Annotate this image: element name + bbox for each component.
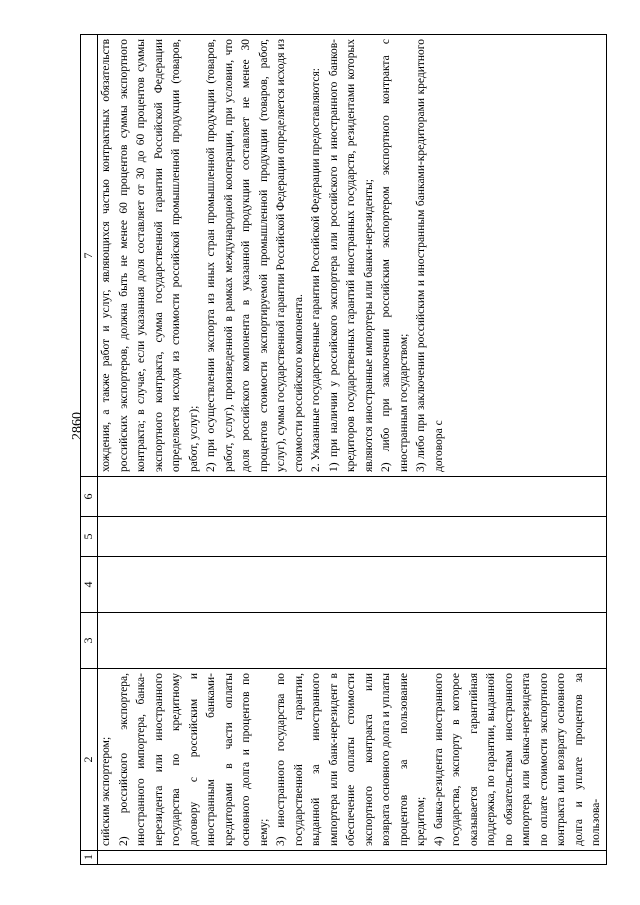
column-header-6: 6 [81, 477, 98, 517]
col2-paragraph-4: 4) банка-резидента иностранного государства, экспорту в которое оказывается гарантийная поддержка, по гарантии, выданной по обязательствам иностранного импортера или банка-нерезидента по оплате стоимости экспортного контракта или возврату основного долга и уплате процентов за пользова- [432, 673, 602, 846]
col7-paragraph-2: 2) при осуществлении экспорта из иных стран промышленной продукции (товаров, работ, услуг), произведенной в рамках международной кооперации, при условии, что доля российского компонента в указанной продукции составляет не менее 30 процентов стоимости экспортируемой промышленной продукции (товаров, работ, услуг), сумма государственной гарантии Российской Федерации определяется исходя из стоимости российского компонента. [205, 39, 305, 472]
col7-paragraph-1: хождения, а также работ и услуг, являющихся частью контрактных обязательств российских экспортеров, должна быть не менее 60 процентов суммы экспортного контракта; в случае, если указанная доля составляет от 30 до 60 процентов суммы экспортного контракта, сумма государственной гарантии Российской Федерации определяется исходя из стоимости российской промышленной продукции (товаров, работ, услуг); [100, 39, 200, 472]
cell-col-6 [98, 477, 607, 517]
guarantee-table [80, 34, 607, 865]
col7-paragraph-3: 2. Указанные государственные гарантии Российской Федерации предоставляются: [310, 68, 322, 472]
column-header-7: 7 [81, 35, 98, 477]
col7-paragraph-5: 2) либо при заключении российским экспортером экспортного контракта с иностранным государством; [380, 39, 410, 472]
col2-paragraph-2: 2) российского экспортера, иностранного импортера, банка-нерезидента или иностранного государства по кредитному договору с российским и иностранным банками-кредиторами в части оплаты основного долга и процентов по нему; [117, 673, 270, 846]
cell-col-2 [98, 669, 607, 851]
col7-paragraph-6: 3) либо при заключении российским и иностранным банками-кредиторами кредитного договора с [415, 39, 445, 472]
cell-col-1 [98, 851, 607, 865]
table-header-row [81, 35, 98, 865]
cell-col-4 [98, 557, 607, 613]
column-header-2: 2 [81, 669, 98, 851]
column-header-3: 3 [81, 613, 98, 669]
column-header-4: 4 [81, 557, 98, 613]
cell-col-3 [98, 613, 607, 669]
page-number: 2860 [70, 412, 85, 440]
col2-paragraph-3: 3) иностранного государства по государственной гарантии, выданной за иностранного импортера или банк-нерезидент в обеспечение оплаты стоимости экспортного контракта или возврата основного долга и уплаты процентов за пользование кредитом; [275, 673, 427, 846]
cell-col-7 [98, 35, 607, 477]
col2-paragraph-1: сийским экспортером; [100, 736, 112, 846]
cell-col-5 [98, 517, 607, 557]
col7-paragraph-4: 1) при наличии у российского экспортера или российского и иностранного банков-кредиторов государственных гарантий иностранных государств, резидентами которых являются иностранные импортеры или банки-нерезиденты; [327, 39, 375, 472]
column-header-1: 1 [81, 851, 98, 865]
column-header-5: 5 [81, 517, 98, 557]
table-row [98, 35, 607, 865]
rotated-document-table [80, 35, 602, 865]
